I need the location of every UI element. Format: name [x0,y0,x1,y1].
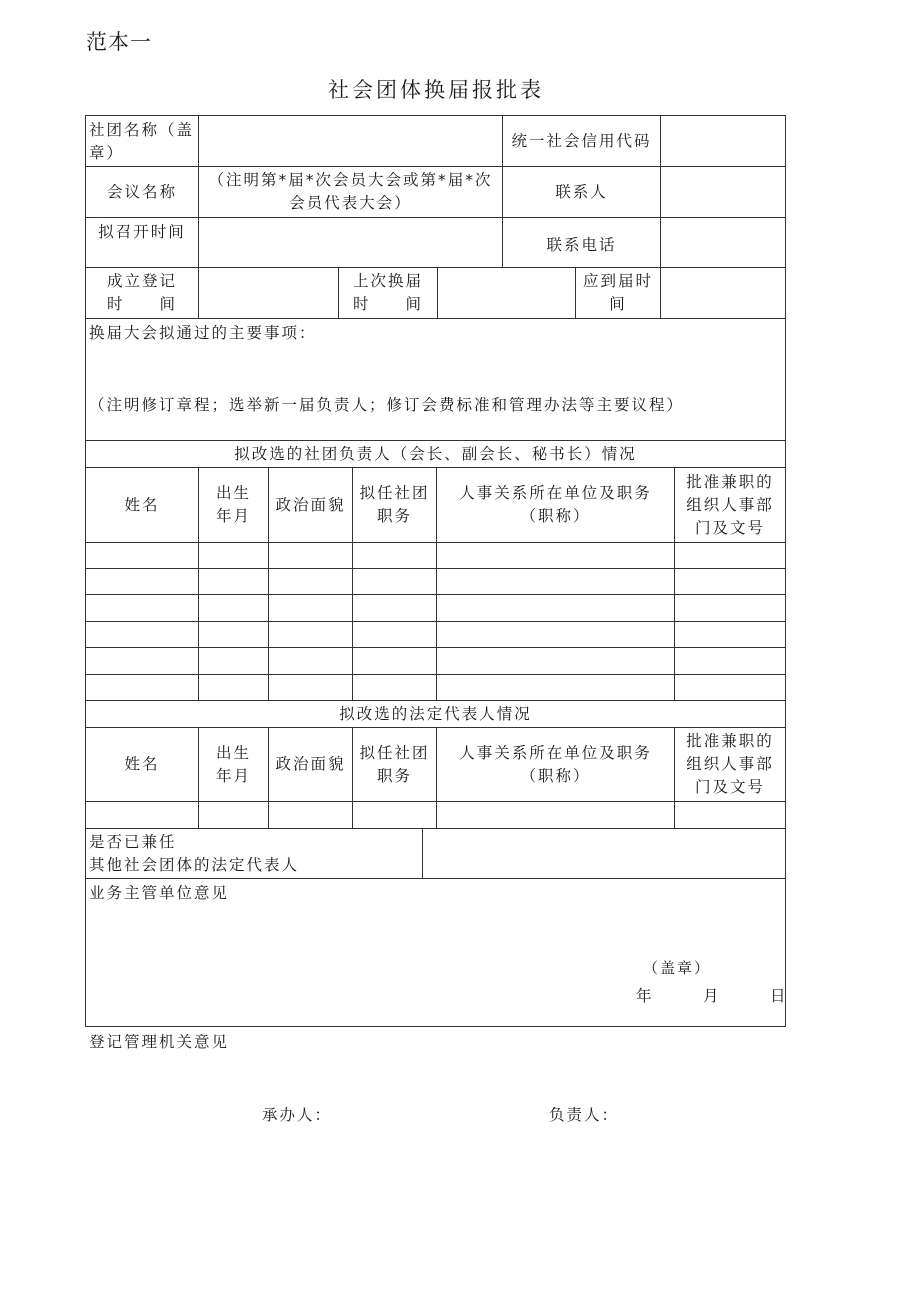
concurrent-rep-label [85,828,423,879]
founding-time-label-line1: 成立登记 [106,272,177,290]
last-term-label-line2: 时 间 [352,295,423,313]
sample-label: 范本一 [86,30,152,54]
leaders-cell[interactable] [436,647,675,675]
due-term-label [575,267,661,319]
leaders-cell[interactable] [352,647,437,675]
leaders-cell[interactable] [268,542,353,569]
legal-rep-cell[interactable] [352,801,437,829]
supervisor-opinion-label: 业务主管单位意见 [89,884,230,902]
date-month: 月 [703,987,719,1005]
meeting-name-note: （注明第*届*次会员大会或第*届*次会员代表大会） [208,171,493,212]
founding-time-label-line2: 时 间 [106,295,177,313]
leaders-cell[interactable] [268,594,353,622]
date-year: 年 [636,987,652,1005]
planned-time-field[interactable] [198,217,503,268]
legal-rep-header-birth: 出生年月 [198,727,269,802]
last-term-label-line1: 上次换届 [352,272,423,290]
credit-code-field[interactable] [660,115,786,167]
leaders-cell[interactable] [436,674,675,701]
leaders-cell[interactable] [198,542,269,569]
leaders-cell[interactable] [268,674,353,701]
legal-rep-header-approval: 批准兼职的组织人事部门及文号 [674,727,786,802]
leaders-section-title: 拟改选的社团负责人（会长、副会长、秘书长）情况 [85,440,786,468]
phone-field[interactable] [660,217,786,268]
legal-rep-header-name: 姓名 [85,727,199,802]
leaders-cell[interactable] [674,594,786,622]
leaders-cell[interactable] [268,647,353,675]
leaders-cell[interactable] [85,674,199,701]
form-title: 社会团体换届报批表 [328,78,544,102]
contact-label: 联系人 [502,166,661,218]
stamp-label: （盖章） [643,959,712,977]
legal-rep-section-title: 拟改选的法定代表人情况 [85,700,786,728]
main-matters-label: 换届大会拟通过的主要事项： [89,324,317,342]
date-day: 日 [770,987,786,1005]
legal-rep-header-unit: 人事关系所在单位及职务（职称） [436,727,675,802]
leaders-cell[interactable] [85,542,199,569]
org-name-field[interactable] [198,115,503,167]
leaders-cell[interactable] [268,621,353,648]
concurrent-rep-field[interactable] [422,828,786,879]
due-term-label-line1: 应到届时 [582,272,653,290]
leaders-cell[interactable] [198,594,269,622]
last-term-field[interactable] [437,267,576,319]
leaders-header-birth: 出生年月 [198,467,269,543]
due-term-field[interactable] [660,267,786,319]
main-matters-note: （注明修订章程；选举新一届负责人；修订会费标准和管理办法等主要议程） [89,396,685,414]
legal-rep-cell[interactable] [674,801,786,829]
leaders-cell[interactable] [352,621,437,648]
leaders-cell[interactable] [198,621,269,648]
leaders-header-approval: 批准兼职的组织人事部门及文号 [674,467,786,543]
approval-form [85,115,786,1027]
leaders-header-name: 姓名 [85,467,199,543]
leaders-cell[interactable] [352,674,437,701]
last-term-label [338,267,438,319]
meeting-name-field[interactable] [198,166,503,218]
legal-rep-header-post: 拟任社团职务 [352,727,437,802]
leaders-header-post: 拟任社团职务 [352,467,437,543]
legal-rep-cell[interactable] [268,801,353,829]
leaders-cell[interactable] [352,594,437,622]
org-name-label: 社团名称（盖章） [85,115,199,167]
legal-rep-header-political: 政治面貌 [268,727,353,802]
leaders-cell[interactable] [436,568,675,595]
leaders-cell[interactable] [674,674,786,701]
leaders-cell[interactable] [198,647,269,675]
leaders-cell[interactable] [198,674,269,701]
leaders-cell[interactable] [198,568,269,595]
leaders-cell[interactable] [436,542,675,569]
meeting-name-label: 会议名称 [85,166,199,218]
main-matters-box[interactable] [85,318,786,441]
concurrent-rep-label-line1: 是否已兼任 [89,833,177,851]
leaders-cell[interactable] [674,542,786,569]
founding-time-label [85,267,199,319]
founding-time-field[interactable] [198,267,339,319]
due-term-label-line2: 间 [609,295,627,313]
leaders-cell[interactable] [85,647,199,675]
contact-field[interactable] [660,166,786,218]
leader-label: 负责人： [549,1106,620,1124]
leaders-header-political: 政治面貌 [268,467,353,543]
legal-rep-cell[interactable] [198,801,269,829]
registration-opinion-label: 登记管理机关意见 [89,1033,230,1051]
leaders-cell[interactable] [352,568,437,595]
supervisor-opinion-box[interactable] [85,878,786,1027]
handler-label: 承办人： [262,1106,333,1124]
phone-label: 联系电话 [502,217,661,268]
legal-rep-cell[interactable] [85,801,199,829]
credit-code-label: 统一社会信用代码 [502,115,661,167]
leaders-cell[interactable] [268,568,353,595]
leaders-cell[interactable] [352,542,437,569]
leaders-cell[interactable] [85,568,199,595]
leaders-cell[interactable] [674,621,786,648]
leaders-cell[interactable] [674,568,786,595]
legal-rep-cell[interactable] [436,801,675,829]
leaders-header-unit: 人事关系所在单位及职务（职称） [436,467,675,543]
concurrent-rep-label-line2: 其他社会团体的法定代表人 [89,856,300,874]
leaders-cell[interactable] [85,594,199,622]
leaders-cell[interactable] [436,594,675,622]
leaders-cell[interactable] [85,621,199,648]
leaders-cell[interactable] [674,647,786,675]
leaders-cell[interactable] [436,621,675,648]
planned-time-label: 拟召开时间 [85,217,199,268]
